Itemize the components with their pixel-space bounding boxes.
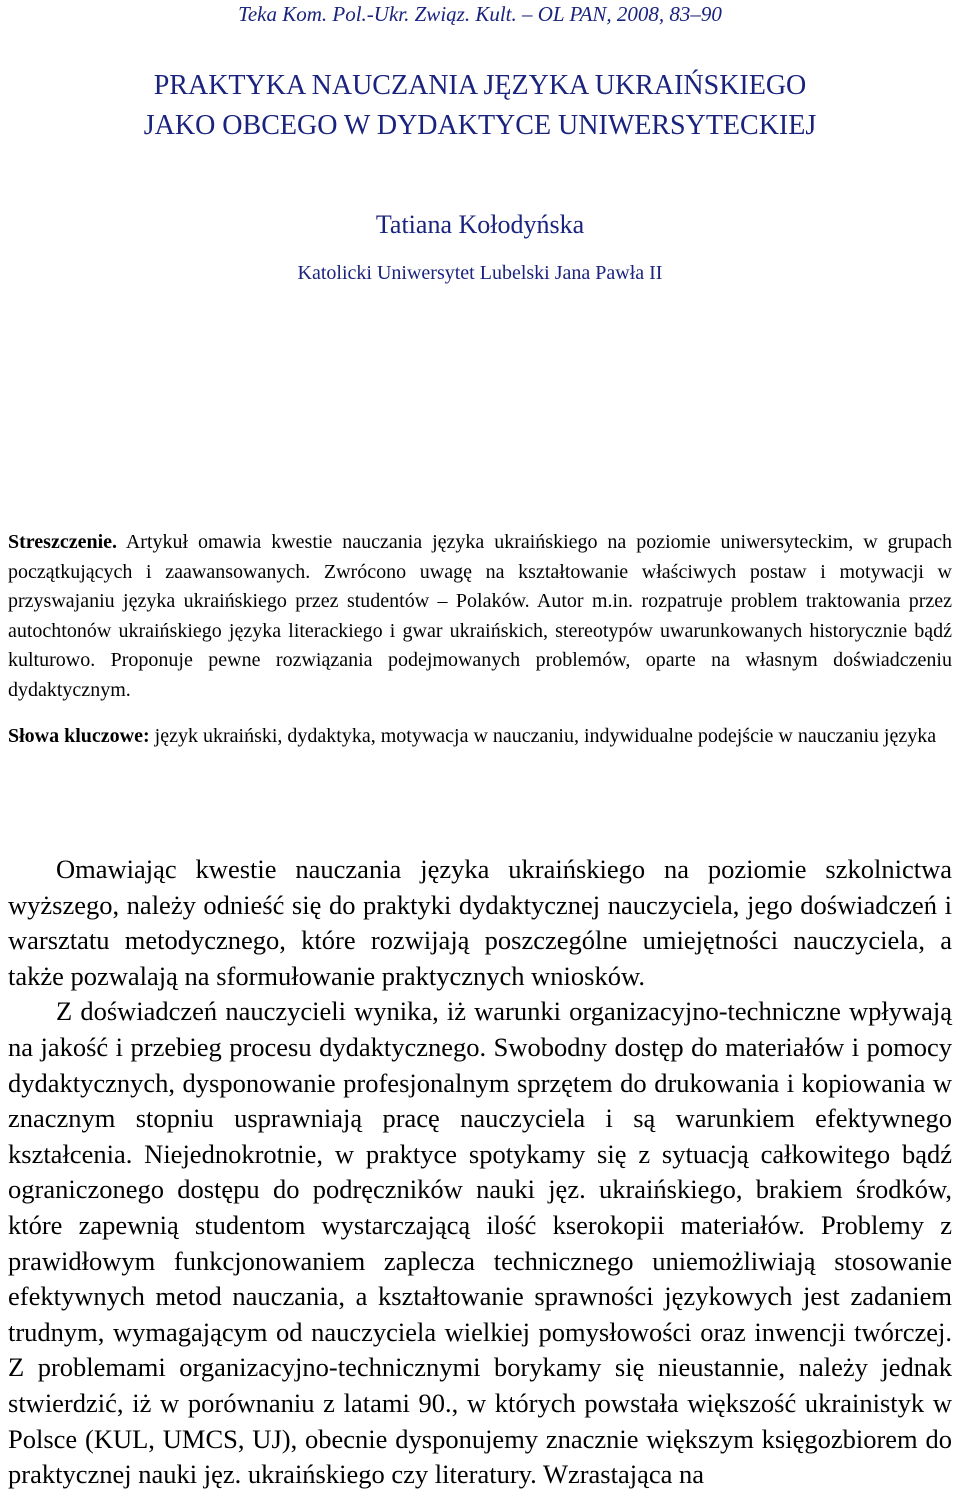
abstract-label: Streszczenie.	[8, 531, 118, 553]
article-title	[0, 66, 960, 146]
author-affiliation: Katolicki Uniwersytet Lubelski Jana Pawła II	[297, 262, 663, 284]
body-paragraph-2: Z doświadczeń nauczycieli wynika, iż warunki organizacyjno-techniczne wpływają na jakość i przebieg procesu dydaktycznego. Swobodny dostęp do materiałów i pomocy dydaktycznych, dysponowanie profesjonalnym sprzętem do drukowania i kopiowania w znacznym stopniu usprawniają pracę nauczyciela i są warunkiem efektywnego kształcenia. Niejednokrotnie, w praktyce spotykamy się z sytuacją całkowitego bądź ograniczonego dostępu do podręczników nauki jęz. ukraińskiego, brakiem środków, które zapewnią studentom wystarczającą ilość kserokopii materiałów. Problemy z prawidłowym funkcjonowaniem zaplecza technicznego uniemożliwiają stosowanie efektywnych metod nauczania, a kształtowanie sprawności językowych jest zadaniem trudnym, wymagającym od nauczyciela wielkiej pomysłowości oraz inwencji twórczej. Z problemami organizacyjno-technicznymi borykamy się nieustannie, należy jednak stwierdzić, iż w porównaniu z latami 90., w których powstała większość ukrainistyk w Polsce (KUL, UMCS, UJ), obecnie dysponujemy znacznie większym księgozbiorem do praktycznej nauki jęz. ukraińskiego czy literatury. Wzrastająca na	[8, 996, 952, 1490]
keywords	[8, 722, 952, 752]
body-paragraph-1: Omawiając kwestie nauczania języka ukraińskiego na poziomie szkolnictwa wyższego, należy odnieść się do praktyki dydaktycznej nauczyciela, jego doświadczeń i warsztatu metodycznego, które rozwijają poszczególne umiejętności nauczyciela, a także pozwalają na sformułowanie praktycznych wniosków.	[8, 854, 952, 991]
author-name: Tatiana Kołodyńska	[375, 210, 585, 239]
abstract	[8, 528, 952, 705]
article-title-line-2: JAKO OBCEGO W DYDAKTYCE UNIWERSYTECKIEJ	[143, 110, 817, 141]
body-text	[8, 852, 952, 1493]
article-title-line-1: PRAKTYKA NAUCZANIA JĘZYKA UKRAIŃSKIEGO	[153, 70, 807, 101]
keywords-label: Słowa kluczowe:	[8, 725, 150, 747]
journal-citation: Teka Kom. Pol.-Ukr. Związ. Kult. – OL PAN, 2008, 83–90	[238, 2, 722, 26]
keywords-text: język ukraiński, dydaktyka, motywacja w nauczaniu, indywidualne podejście w nauczaniu języka	[149, 725, 937, 747]
abstract-text: Artykuł omawia kwestie nauczania języka ukraińskiego na poziomie uniwersyteckim, w grupach początkujących i zaawansowanych. Zwrócono uwagę na kształtowanie właściwych postaw i motywacji w przyswajaniu języka ukraińskiego przez studentów – Polaków. Autor m.in. rozpatruje problem traktowania przez autochtonów ukraińskiego języka literackiego i gwar ukraińskich, stereotypów uwarunkowanych historycznie bądź kulturowo. Proponuje pewne rozwiązania podejmowanych problemów, oparte na własnym doświadczeniu dydaktycznym.	[8, 531, 952, 701]
